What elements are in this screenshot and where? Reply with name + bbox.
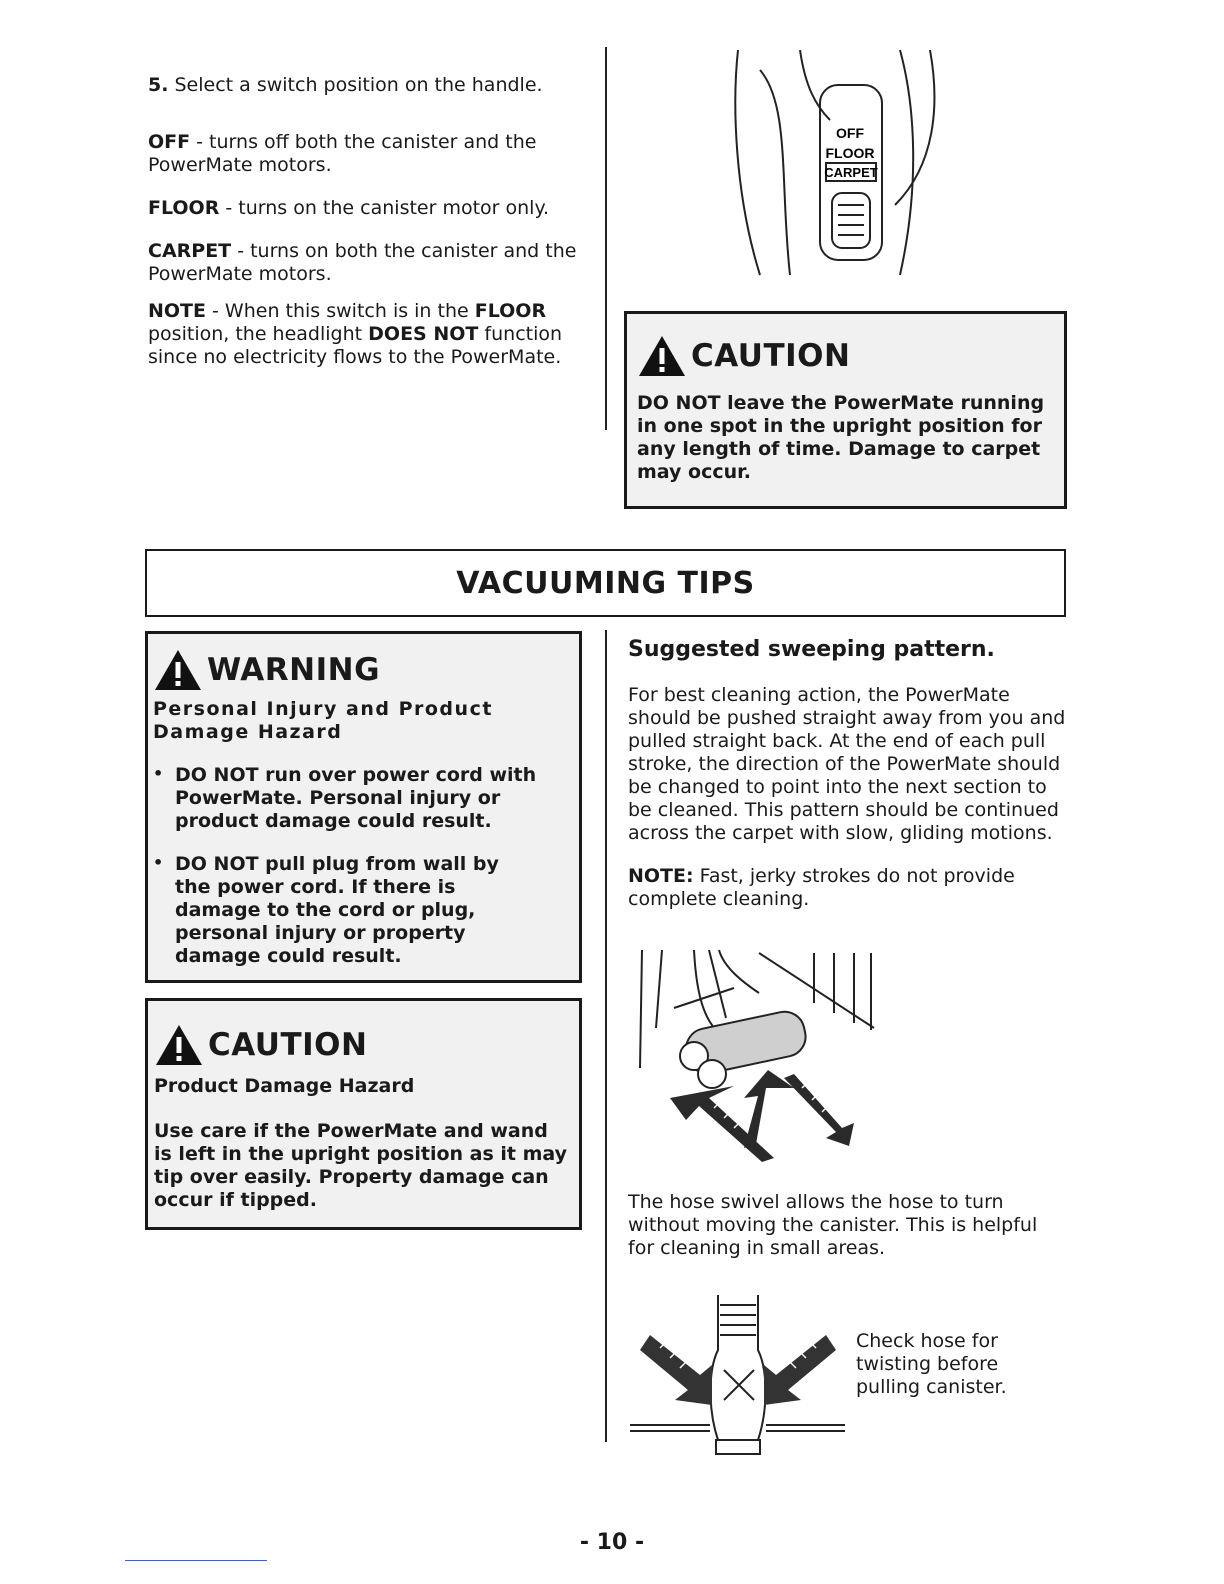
floor-description: FLOOR - turns on the canister motor only. (148, 197, 550, 219)
step-5: 5. Select a switch position on the handle. (148, 74, 543, 96)
sweeping-section (628, 636, 1068, 911)
footer-divider (125, 1560, 267, 1561)
switch-label-carpet: CARPET (824, 165, 878, 180)
column-divider-top (605, 47, 607, 430)
sweeping-pattern-illustration (634, 948, 879, 1168)
caution-box-top (624, 311, 1067, 509)
hose-swivel-text: The hose swivel allows the hose to turn without moving the canister. This is helpful for cleaning in small areas. (628, 1191, 1038, 1259)
warning-box (145, 631, 582, 983)
warning-triangle-icon (153, 648, 203, 692)
warning-triangle-icon (637, 334, 687, 378)
warning-bullet: • DO NOT run over power cord with PowerMate. Personal injury or product damage could result. (153, 764, 537, 832)
switch-instructions (148, 74, 588, 369)
handle-switch-illustration (720, 45, 950, 280)
sweeping-note: NOTE: Fast, jerky strokes do not provide complete cleaning. (628, 865, 1015, 910)
switch-label-off: OFF (836, 125, 864, 141)
caution-title: CAUTION (637, 334, 1054, 378)
sweeping-body: For best cleaning action, the PowerMate should be pushed straight away from you and pulled straight back. At the end of each pull stroke, the direction of the PowerMate should be changed to point into the next section to be cleaned. This pattern should be continued across the carpet with slow, gliding motions. (628, 684, 1066, 844)
hose-twist-illustration (630, 1290, 850, 1458)
hose-check-text: Check hose for twisting before pulling canister. (856, 1330, 1007, 1398)
warning-title: WARNING (153, 648, 575, 692)
caution-title: CAUTION (154, 1023, 571, 1067)
switch-label-floor: FLOOR (825, 145, 875, 161)
bullet-icon: • (153, 853, 164, 872)
bullet-icon: • (153, 764, 164, 783)
warning-bullet: • DO NOT pull plug from wall by the power cord. If there is damage to the cord or plug, personal injury or property damage could result. (153, 853, 499, 967)
caution-box-bottom (145, 998, 582, 1230)
section-title: VACUUMING TIPS (145, 549, 1066, 617)
caution-subtitle: Product Damage Hazard (154, 1075, 415, 1097)
warning-triangle-icon (154, 1023, 204, 1067)
carpet-description: CARPET - turns on both the canister and the PowerMate motors. (148, 240, 577, 285)
off-description: OFF - turns off both the canister and the PowerMate motors. (148, 131, 537, 176)
headlight-note: NOTE - When this switch is in the FLOOR position, the headlight DOES NOT function since no electricity flows to the PowerMate. (148, 300, 563, 368)
caution-text: Use care if the PowerMate and wand is left in the upright position as it may tip over easily. Property damage can occur if tipped. (154, 1120, 568, 1211)
caution-text: DO NOT leave the PowerMate running in one spot in the upright position for any length of time. Damage to carpet may occur. (637, 392, 1045, 483)
page-number: - 10 - (579, 1530, 645, 1555)
warning-subtitle: Personal Injury and Product Damage Hazard (153, 698, 493, 743)
column-divider-bottom (605, 630, 607, 1442)
sweeping-heading: Suggested sweeping pattern. (628, 637, 995, 662)
